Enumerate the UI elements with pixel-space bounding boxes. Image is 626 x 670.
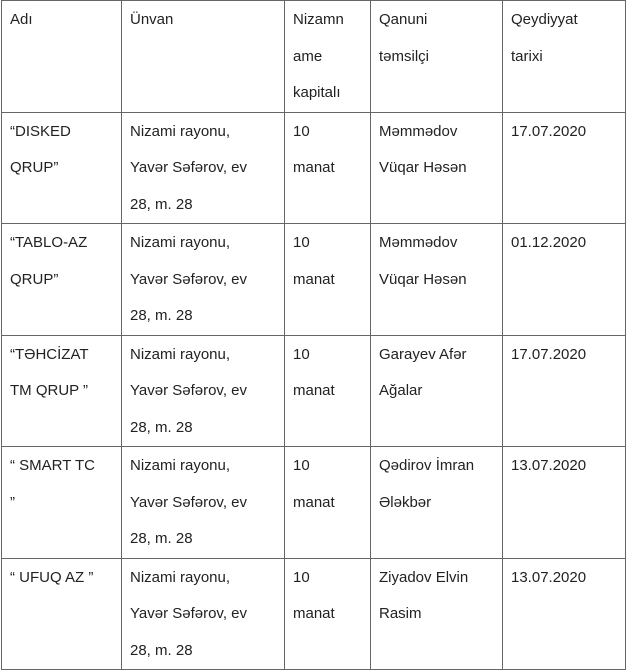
header-name: Adı xyxy=(2,1,122,113)
header-address: Ünvan xyxy=(122,1,285,113)
cell-company-name: “TABLO-AZ QRUP” xyxy=(2,224,122,336)
header-representative: Qanuni təmsilçi xyxy=(371,1,503,113)
cell-address: Nizami rayonu, Yavər Səfərov, ev 28, m. 28 xyxy=(122,335,285,447)
table-row xyxy=(2,224,626,336)
cell-representative: Məmmədov Vüqar Həsən xyxy=(371,224,503,336)
cell-registration-date: 13.07.2020 xyxy=(503,447,626,559)
cell-representative: Məmmədov Vüqar Həsən xyxy=(371,112,503,224)
table-row xyxy=(2,558,626,670)
cell-company-name: “TƏHCİZAT TM QRUP ” xyxy=(2,335,122,447)
cell-registration-date: 01.12.2020 xyxy=(503,224,626,336)
cell-capital: 10 manat xyxy=(285,447,371,559)
header-registration-date: Qeydiyyat tarixi xyxy=(503,1,626,113)
cell-capital: 10 manat xyxy=(285,224,371,336)
table-row xyxy=(2,112,626,224)
header-capital: Nizamn ame kapitalı xyxy=(285,1,371,113)
table-header-row xyxy=(2,1,626,113)
cell-representative: Ziyadov Elvin Rasim xyxy=(371,558,503,670)
cell-representative: Qədirov İmran Ələkbər xyxy=(371,447,503,559)
cell-representative: Garayev Afər Ağalar xyxy=(371,335,503,447)
cell-address: Nizami rayonu, Yavər Səfərov, ev 28, m. 28 xyxy=(122,447,285,559)
table-row xyxy=(2,447,626,559)
cell-address: Nizami rayonu, Yavər Səfərov, ev 28, m. 28 xyxy=(122,112,285,224)
cell-address: Nizami rayonu, Yavər Səfərov, ev 28, m. 28 xyxy=(122,558,285,670)
cell-registration-date: 17.07.2020 xyxy=(503,112,626,224)
cell-company-name: “ UFUQ AZ ” xyxy=(2,558,122,670)
company-registry-table xyxy=(1,0,626,670)
cell-capital: 10 manat xyxy=(285,335,371,447)
cell-registration-date: 13.07.2020 xyxy=(503,558,626,670)
cell-address: Nizami rayonu, Yavər Səfərov, ev 28, m. 28 xyxy=(122,224,285,336)
cell-capital: 10 manat xyxy=(285,558,371,670)
cell-company-name: “DISKED QRUP” xyxy=(2,112,122,224)
cell-registration-date: 17.07.2020 xyxy=(503,335,626,447)
cell-capital: 10 manat xyxy=(285,112,371,224)
table-row xyxy=(2,335,626,447)
cell-company-name: “ SMART TC ” xyxy=(2,447,122,559)
